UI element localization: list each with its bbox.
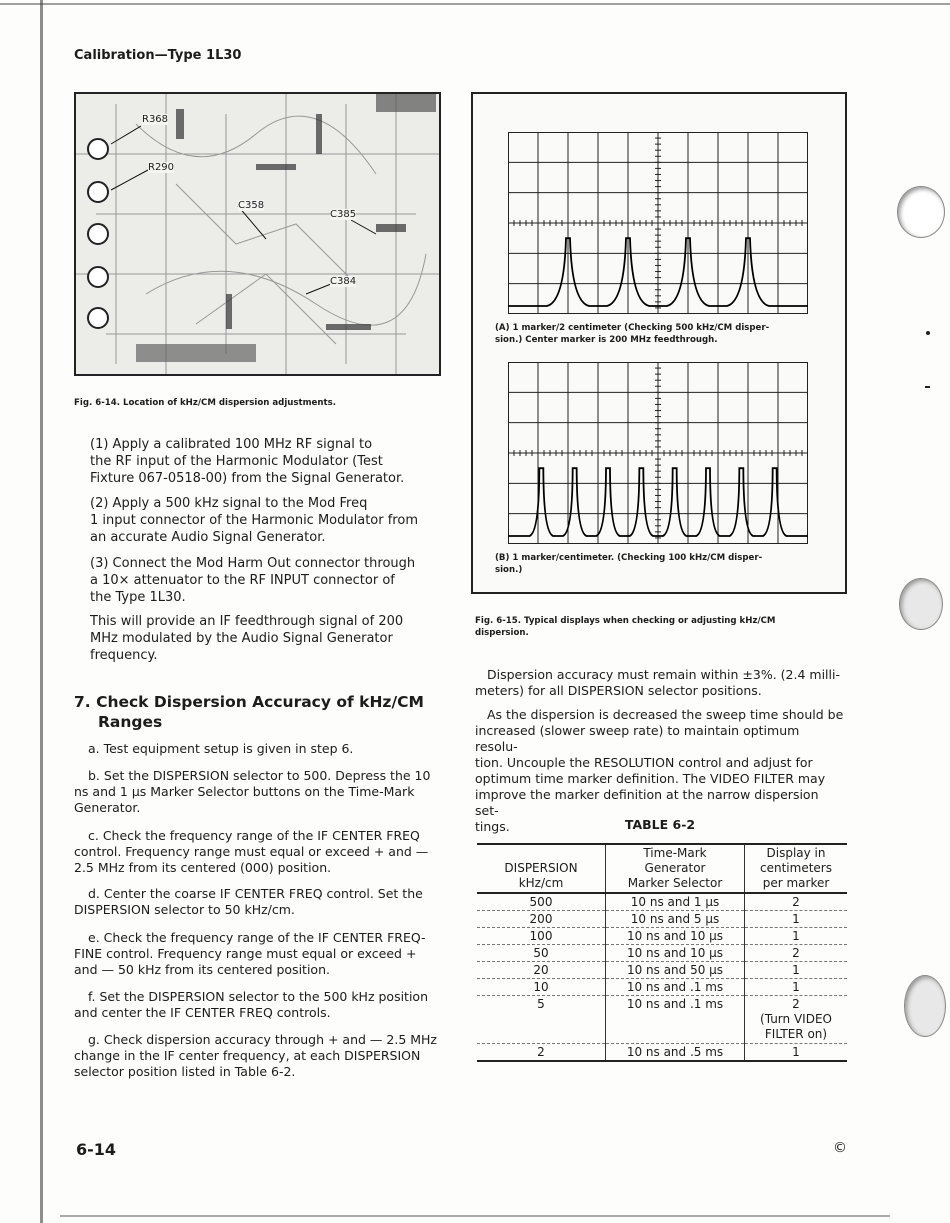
label-c358: C358 [238, 200, 265, 211]
graticule [508, 132, 808, 314]
section-item-d: d. Center the coarse IF CENTER FREQ control. Set the DISPERSION selector to 50 kHz/cm. [74, 886, 423, 917]
fig-6-15-frame [471, 92, 847, 594]
section-item-e: e. Check the frequency range of the IF CENTER FREQ- FINE control. Frequency range must equal or exceed + and — 50 kHz from its centered position. [74, 930, 426, 977]
punch-hole [897, 186, 945, 238]
table-row [477, 928, 847, 945]
setup-step-2: (2) Apply a 500 kHz signal to the Mod Freq 1 input connector of the Harmonic Modulator from an accurate Audio Signal Generator. [90, 496, 418, 545]
left-binding-edge [40, 0, 43, 1223]
circuit-board-drawing [76, 94, 439, 374]
section-item-a: a. Test equipment setup is given in step 6. [88, 741, 354, 756]
table-cell: 10 ns and 5 μs [606, 911, 745, 928]
table-row [477, 996, 847, 1044]
table-cell: 1 [745, 1044, 848, 1062]
copyright-mark: © [833, 1140, 847, 1156]
graticule [508, 362, 808, 544]
section-item-b: b. Set the DISPERSION selector to 500. Depress the 10 ns and 1 μs Marker Selector buttons on the Time-Mark Generator. [74, 768, 431, 815]
table-header-display: Display in centimeters per marker [745, 844, 848, 893]
table-cell: 10 ns and .1 ms [606, 996, 745, 1044]
table-cell: 10 [533, 980, 549, 994]
top-scan-edge [0, 3, 950, 5]
table-header-dispersion: DISPERSION kHz/cm [504, 861, 578, 890]
setup-step-3: (3) Connect the Mod Harm Out connector through a 10× attenuator to the RF INPUT connector of the Type 1L30. [90, 556, 416, 605]
table-header-marker: Time-Mark Generator Marker Selector [606, 844, 745, 893]
section-item-c: c. Check the frequency range of the IF CENTER FREQ control. Frequency range must equal or exceed + and — 2.5 MHz from its centered (000) position. [74, 828, 429, 875]
setup-note: This will provide an IF feedthrough signal of 200 MHz modulated by the Audio Signal Generator frequency. [90, 614, 404, 663]
table-row [477, 979, 847, 996]
scope-display-b [508, 362, 808, 544]
label-r368: R368 [142, 114, 169, 125]
table-cell: 1 [745, 979, 848, 996]
setup-step-1: (1) Apply a calibrated 100 MHz RF signal to the RF input of the Harmonic Modulator (Test Fixture 067-0518-00) from the Signal Generator. [90, 437, 405, 486]
scope-caption-b: (B) 1 marker/centimeter. (Checking 100 kHz/CM disper- sion.) [495, 553, 763, 575]
scan-mark [926, 331, 930, 335]
page-header-title: Calibration—Type 1L30 [74, 48, 242, 63]
table-cell: 100 [529, 929, 553, 943]
table-cell: 2 [745, 945, 848, 962]
table-cell: 500 [529, 895, 553, 909]
table-title: TABLE 6-2 [624, 817, 696, 832]
dispersion-accuracy-text: Dispersion accuracy must remain within ±3%. (2.4 milli- meters) for all DISPERSION selector positions. [475, 667, 840, 698]
table-cell: 50 [533, 946, 549, 960]
scope-caption-a: (A) 1 marker/2 centimeter (Checking 500 kHz/CM disper- sion.) Center marker is 200 MHz feedthrough. [495, 323, 770, 345]
label-c385: C385 [330, 209, 357, 220]
table-cell: 2 (Turn VIDEO FILTER on) [745, 996, 848, 1044]
table-cell: 10 ns and 10 μs [606, 928, 745, 945]
table-6-2 [477, 843, 847, 1062]
table-cell: 2 [537, 1045, 545, 1059]
label-r290: R290 [148, 162, 175, 173]
punch-hole [899, 578, 943, 630]
fig-6-15-caption: Fig. 6-15. Typical displays when checking or adjusting kHz/CM dispersion. [475, 616, 776, 638]
section-heading-line2: Ranges [98, 713, 163, 731]
table-cell: 10 ns and 1 μs [606, 893, 745, 911]
fig-6-14-caption: Fig. 6-14. Location of kHz/CM dispersion adjustments. [74, 398, 336, 408]
label-c384: C384 [330, 276, 357, 287]
sweep-time-text: As the dispersion is decreased the sweep time should be increased (slower sweep rate) to maintain optimum resolu- tion. Uncouple the RESOLUTION control and adjust for optimum time marker definition. The VIDEO FILTER may improve the marker definition at the narrow dispersion set- tings. [475, 707, 844, 834]
page-number: 6-14 [76, 1140, 117, 1159]
circuit-board-photo [74, 92, 441, 376]
section-heading-line1: 7. Check Dispersion Accuracy of kHz/CM [74, 693, 424, 711]
table-cell: 20 [533, 963, 549, 977]
section-item-f: f. Set the DISPERSION selector to the 500 kHz position and center the IF CENTER FREQ controls. [74, 989, 429, 1020]
table-cell: 10 ns and .1 ms [606, 979, 745, 996]
punch-hole [904, 975, 946, 1037]
scan-mark [925, 386, 930, 388]
table-row [477, 1044, 847, 1062]
table-cell: 1 [745, 928, 848, 945]
table-cell: 2 [745, 893, 848, 911]
table-cell: 200 [529, 912, 553, 926]
table-row [477, 911, 847, 928]
section-heading [74, 692, 424, 732]
section-item-g: g. Check dispersion accuracy through + and — 2.5 MHz change in the IF center frequency, at each DISPERSION selector position listed in Table 6-2. [74, 1032, 437, 1079]
bottom-scan-edge [60, 1215, 890, 1217]
table-row [477, 962, 847, 979]
scope-display-a [508, 132, 808, 314]
table-cell: 5 [537, 997, 545, 1011]
table-cell: 1 [745, 911, 848, 928]
table-cell: 1 [745, 962, 848, 979]
table-cell: 10 ns and 10 μs [606, 945, 745, 962]
table-cell: 10 ns and 50 μs [606, 962, 745, 979]
table-cell: 10 ns and .5 ms [606, 1044, 745, 1062]
table-row [477, 945, 847, 962]
table-row [477, 893, 847, 911]
